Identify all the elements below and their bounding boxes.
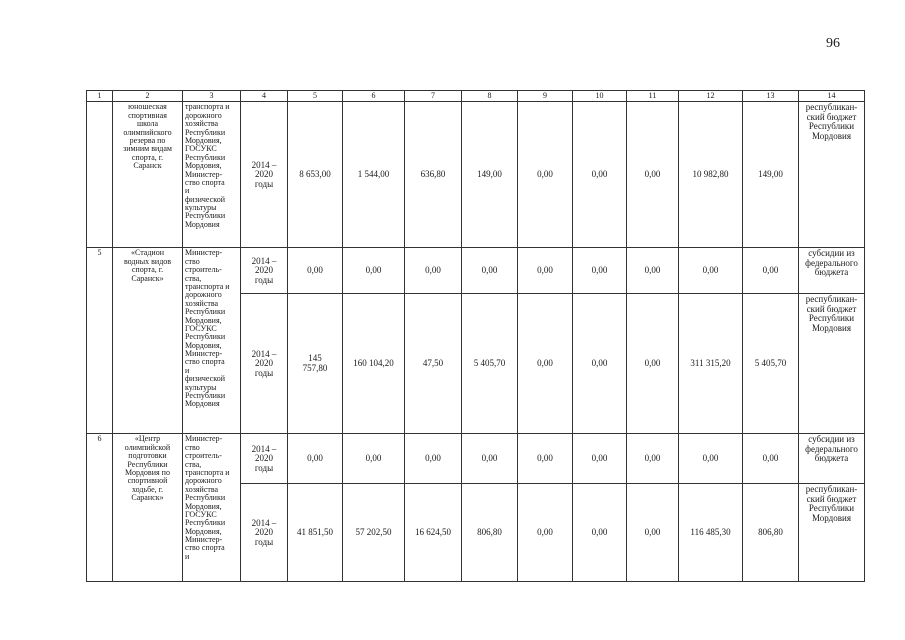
value-cell: 0,00 xyxy=(288,434,343,484)
value-cell: 1 544,00 xyxy=(343,102,405,248)
value-cell: 636,80 xyxy=(405,102,462,248)
funding-source: субсидии из федерального бюджета xyxy=(799,248,865,294)
object-name: юношеская спортивная школа олимпийского резерва по зимним видам спорта, г. Саранск xyxy=(113,102,183,248)
value-cell: 806,80 xyxy=(462,484,518,582)
header-cell: 12 xyxy=(679,91,743,102)
table-row xyxy=(87,434,865,484)
value-cell: 0,00 xyxy=(627,484,679,582)
value-cell: 0,00 xyxy=(518,434,573,484)
value-cell: 0,00 xyxy=(679,434,743,484)
value-cell: 41 851,50 xyxy=(288,484,343,582)
value-cell: 16 624,50 xyxy=(405,484,462,582)
value-cell: 149,00 xyxy=(462,102,518,248)
object-name: «Стадион водных видов спорта, г. Саранск» xyxy=(113,248,183,434)
value-cell: 160 104,20 xyxy=(343,294,405,434)
column-number-header xyxy=(87,91,865,102)
value-cell: 0,00 xyxy=(405,434,462,484)
value-cell: 5 405,70 xyxy=(743,294,799,434)
header-cell: 9 xyxy=(518,91,573,102)
header-cell: 3 xyxy=(183,91,241,102)
header-cell: 10 xyxy=(573,91,627,102)
funding-source: республикан- ский бюджет Республики Мордовия xyxy=(799,294,865,434)
period: 2014 – 2020 годы xyxy=(241,434,288,484)
header-cell: 13 xyxy=(743,91,799,102)
period: 2014 – 2020 годы xyxy=(241,248,288,294)
value-cell: 0,00 xyxy=(405,248,462,294)
value-cell: 0,00 xyxy=(462,248,518,294)
period: 2014 – 2020 годы xyxy=(241,484,288,582)
executor: Министер- ство строитель- ства, транспорта и дорожного хозяйства Республики Мордовия, ГОСУКС Республики Мордовия, Министер- ство спорта и xyxy=(183,434,241,582)
header-cell: 2 xyxy=(113,91,183,102)
value-cell: 0,00 xyxy=(288,248,343,294)
value-cell: 0,00 xyxy=(573,102,627,248)
value-cell: 0,00 xyxy=(627,294,679,434)
value-cell: 0,00 xyxy=(573,248,627,294)
value-cell: 10 982,80 xyxy=(679,102,743,248)
header-cell: 11 xyxy=(627,91,679,102)
value-cell: 0,00 xyxy=(679,248,743,294)
program-table xyxy=(86,90,865,582)
row-number: 6 xyxy=(87,434,113,582)
value-cell: 0,00 xyxy=(627,434,679,484)
value-cell: 0,00 xyxy=(573,484,627,582)
row-number xyxy=(87,102,113,248)
executor: транспорта и дорожного хозяйства Республики Мордовия, ГОСУКС Республики Мордовия, Министер- ство спорта и физической культуры Республики Мордовия xyxy=(183,102,241,248)
value-cell: 311 315,20 xyxy=(679,294,743,434)
header-cell: 7 xyxy=(405,91,462,102)
value-cell: 0,00 xyxy=(462,434,518,484)
value-cell: 5 405,70 xyxy=(462,294,518,434)
value-cell: 57 202,50 xyxy=(343,484,405,582)
value-cell: 0,00 xyxy=(627,102,679,248)
value-cell: 8 653,00 xyxy=(288,102,343,248)
value-cell: 0,00 xyxy=(518,248,573,294)
header-cell: 5 xyxy=(288,91,343,102)
funding-source: республикан- ский бюджет Республики Мордовия xyxy=(799,484,865,582)
funding-source: субсидии из федерального бюджета xyxy=(799,434,865,484)
object-name: «Центр олимпийской подготовки Республики Мордовия по спортивной ходьбе, г. Саранск» xyxy=(113,434,183,582)
table-row xyxy=(87,102,865,248)
table-row xyxy=(87,248,865,294)
value-cell: 0,00 xyxy=(743,434,799,484)
value-cell: 149,00 xyxy=(743,102,799,248)
value-cell: 0,00 xyxy=(573,434,627,484)
page-number: 96 xyxy=(826,36,840,51)
period: 2014 – 2020 годы xyxy=(241,102,288,248)
period: 2014 – 2020 годы xyxy=(241,294,288,434)
value-cell: 0,00 xyxy=(518,484,573,582)
value-cell: 145 757,80 xyxy=(288,294,343,434)
value-cell: 806,80 xyxy=(743,484,799,582)
header-cell: 1 xyxy=(87,91,113,102)
header-cell: 8 xyxy=(462,91,518,102)
funding-source: республикан- ский бюджет Республики Мордовия xyxy=(799,102,865,248)
value-cell: 0,00 xyxy=(343,434,405,484)
value-cell: 0,00 xyxy=(518,294,573,434)
executor: Министер- ство строитель- ства, транспорта и дорожного хозяйства Республики Мордовия, ГОСУКС Республики Мордовия, Министер- ство спорта и физической культуры Республики Мордовия xyxy=(183,248,241,434)
header-cell: 6 xyxy=(343,91,405,102)
header-cell: 4 xyxy=(241,91,288,102)
row-number: 5 xyxy=(87,248,113,434)
value-cell: 0,00 xyxy=(573,294,627,434)
value-cell: 0,00 xyxy=(627,248,679,294)
value-cell: 0,00 xyxy=(518,102,573,248)
value-cell: 0,00 xyxy=(343,248,405,294)
value-cell: 0,00 xyxy=(743,248,799,294)
value-cell: 47,50 xyxy=(405,294,462,434)
header-cell: 14 xyxy=(799,91,865,102)
value-cell: 116 485,30 xyxy=(679,484,743,582)
